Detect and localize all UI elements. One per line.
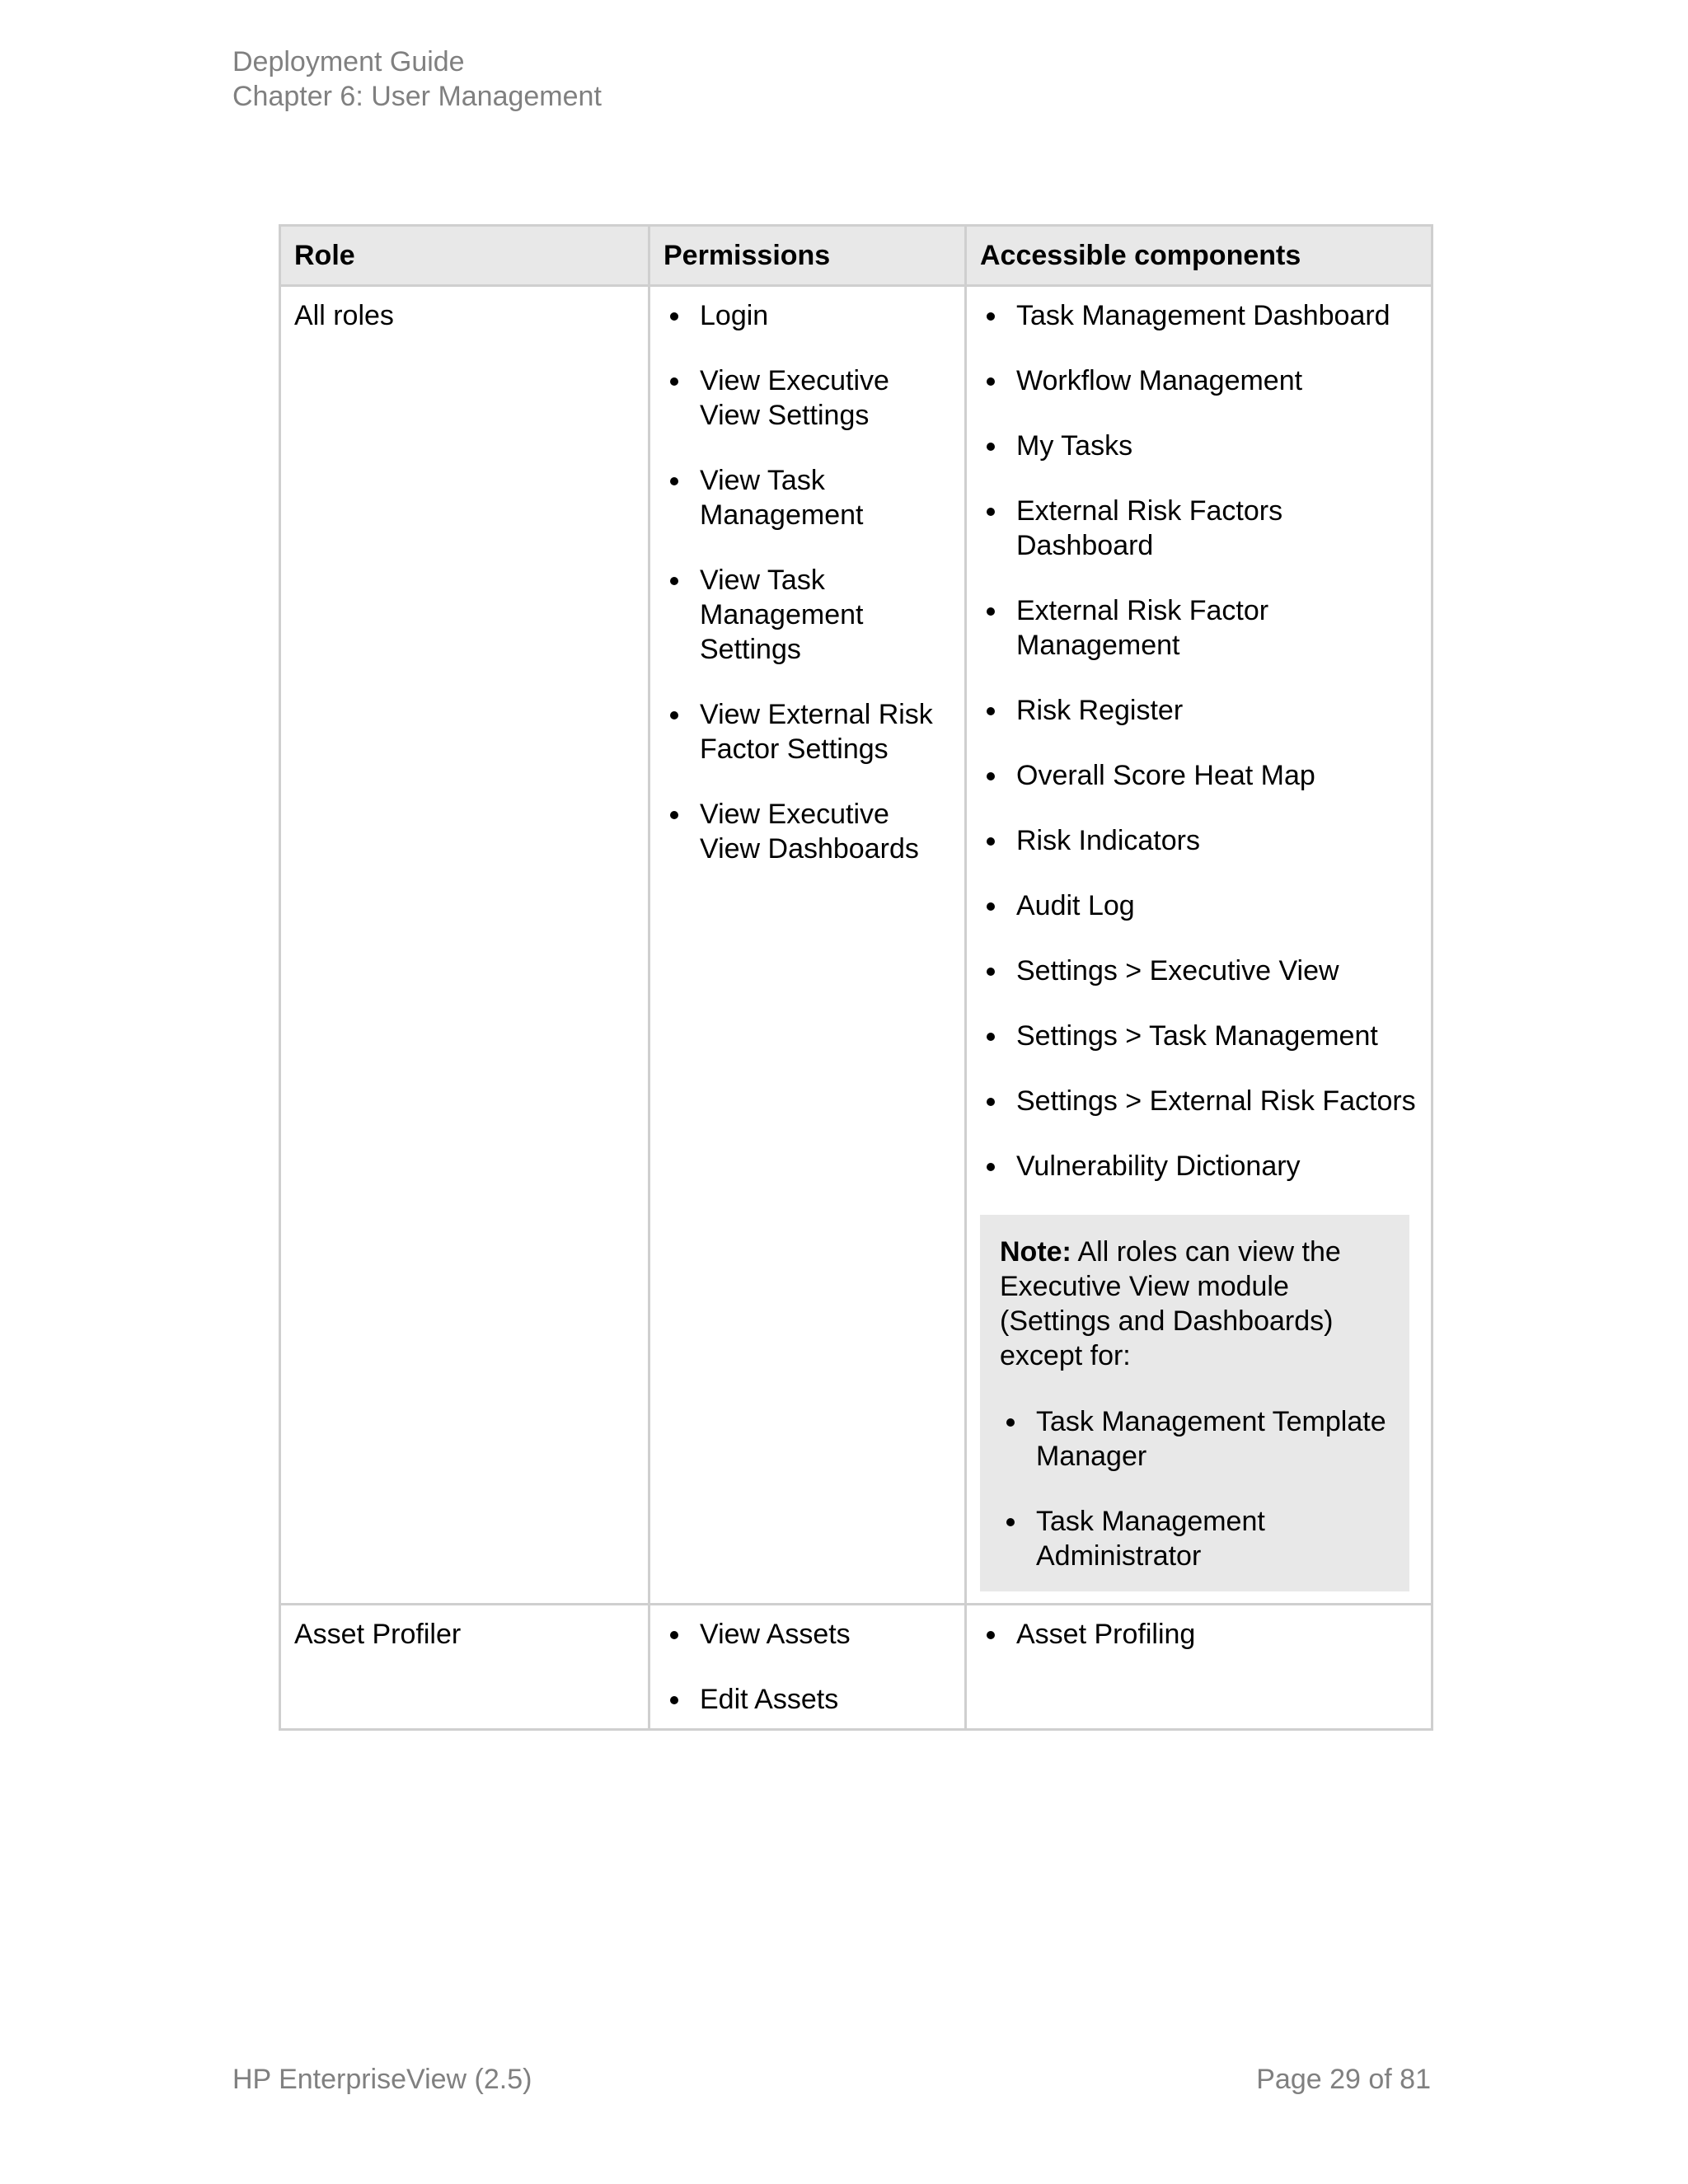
list-item: Task Management Template Manager [1000, 1404, 1393, 1474]
list-item: View Executive View Settings [663, 363, 953, 433]
list-item: View Assets [663, 1617, 953, 1652]
list-item: Asset Profiling [980, 1617, 1419, 1652]
note-exceptions-list [1000, 1404, 1393, 1573]
list-item: Settings > Executive View [980, 954, 1419, 988]
note-label: Note: [1000, 1236, 1071, 1268]
role-cell: All roles [280, 286, 649, 1605]
header-role: Role [280, 226, 649, 286]
list-item: Overall Score Heat Map [980, 758, 1419, 793]
list-item: Vulnerability Dictionary [980, 1149, 1419, 1183]
list-item: Risk Indicators [980, 823, 1419, 858]
footer-product: HP EnterpriseView (2.5) [232, 2064, 532, 2095]
list-item: Task Management Dashboard [980, 298, 1419, 333]
list-item: View External Risk Factor Settings [663, 697, 953, 766]
table-row [280, 286, 1432, 1605]
components-list [980, 1617, 1419, 1652]
chapter-title: Chapter 6: User Management [232, 81, 602, 112]
permissions-cell [649, 286, 966, 1605]
list-item: Settings > External Risk Factors [980, 1084, 1419, 1118]
list-item: View Task Management [663, 463, 953, 532]
table-row [280, 1605, 1432, 1730]
page-header [232, 45, 602, 114]
list-item: Settings > Task Management [980, 1019, 1419, 1053]
role-cell: Asset Profiler [280, 1605, 649, 1730]
list-item: Login [663, 298, 953, 333]
list-item: Audit Log [980, 888, 1419, 923]
note-paragraph [1000, 1235, 1393, 1373]
components-list [980, 298, 1419, 1183]
list-item: Workflow Management [980, 363, 1419, 398]
list-item: Edit Assets [663, 1682, 953, 1717]
list-item: View Executive View Dashboards [663, 797, 953, 866]
list-item: Risk Register [980, 693, 1419, 728]
list-item: Task Management Administrator [1000, 1504, 1393, 1573]
note-text: All roles can view the Executive View module (Settings and Dashboards) except for: [1000, 1236, 1341, 1371]
list-item: External Risk Factor Management [980, 593, 1419, 663]
roles-permissions-table [279, 224, 1433, 1731]
table-header-row [280, 226, 1432, 286]
components-cell [966, 286, 1432, 1605]
footer-page-number: Page 29 of 81 [1256, 2064, 1431, 2095]
permissions-cell [649, 1605, 966, 1730]
document-title: Deployment Guide [232, 46, 465, 77]
list-item: External Risk Factors Dashboard [980, 494, 1419, 563]
header-accessible-components: Accessible components [966, 226, 1432, 286]
permissions-list [663, 298, 953, 866]
components-cell [966, 1605, 1432, 1730]
list-item: View Task Management Settings [663, 563, 953, 667]
permissions-list [663, 1617, 953, 1717]
note-box [980, 1215, 1409, 1591]
list-item: My Tasks [980, 429, 1419, 463]
header-permissions: Permissions [649, 226, 966, 286]
